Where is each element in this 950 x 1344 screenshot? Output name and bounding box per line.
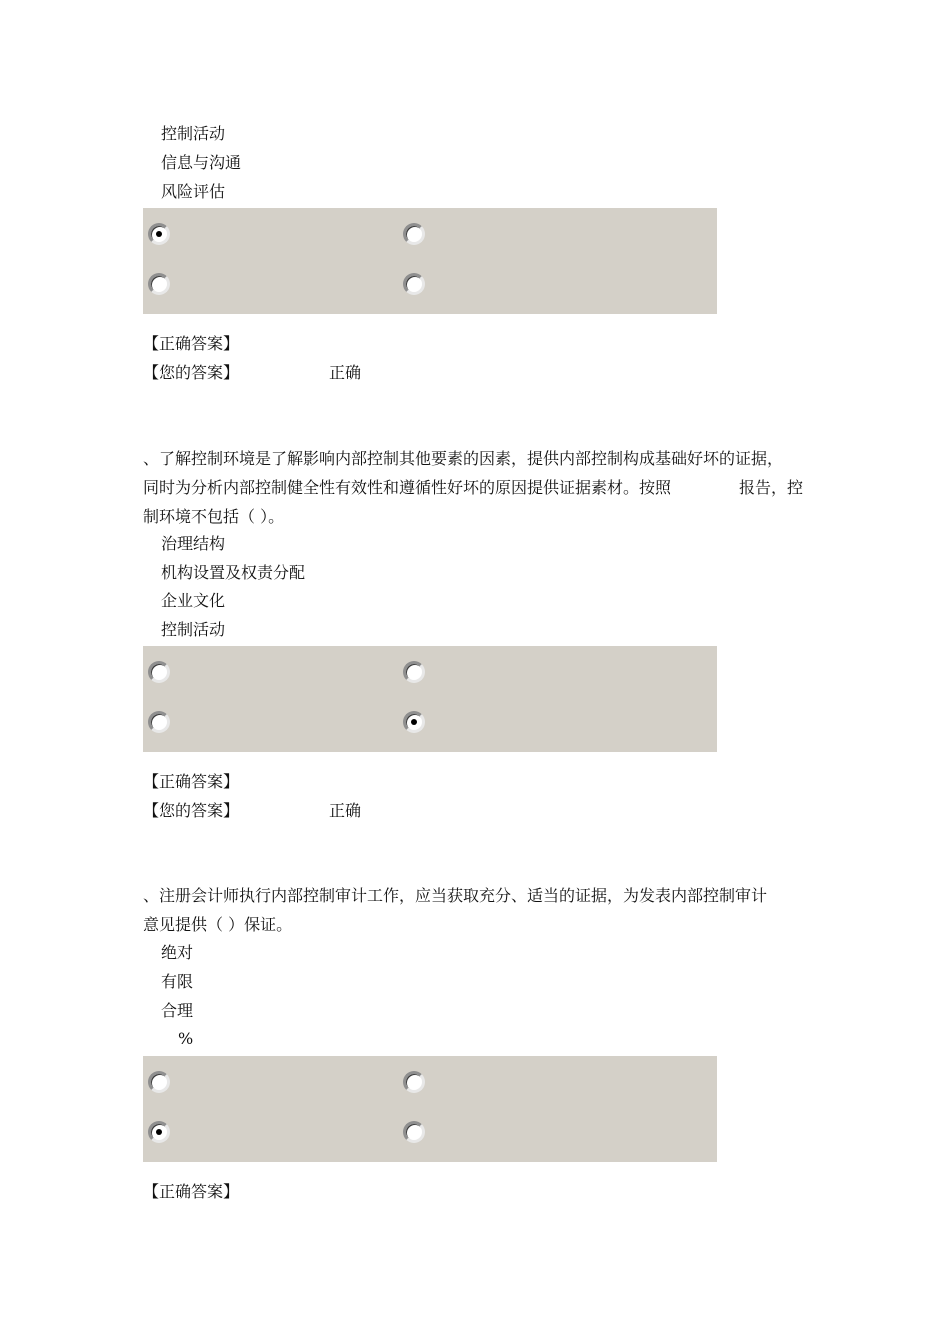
- option-text: 合理: [161, 1001, 194, 1020]
- question-line: [143, 473, 805, 502]
- option-text: 治理结构: [161, 534, 226, 553]
- option-text: %: [178, 1029, 194, 1048]
- radio-button-c[interactable]: [148, 1121, 170, 1143]
- option-text: 信息与沟通: [161, 153, 242, 172]
- question-line: 、了解控制环境是了解影响内部控制其他要素的因素，提供内部控制构成基础好坏的证据，: [143, 449, 784, 468]
- correct-answer-label: 【正确答案】: [143, 334, 240, 353]
- radio-button-c[interactable]: [148, 711, 170, 733]
- question-line: 意见提供（ ）保证。: [143, 915, 293, 934]
- option-text: 控制活动: [161, 620, 226, 639]
- radio-button-a[interactable]: [148, 223, 170, 245]
- radio-button-a[interactable]: [148, 1071, 170, 1093]
- question-text: [143, 881, 805, 939]
- answer-choice-panel: [143, 1056, 717, 1162]
- question-line: 制环境不包括（ ）。: [143, 507, 285, 526]
- question-text: [143, 444, 805, 531]
- radio-button-d[interactable]: [403, 1121, 425, 1143]
- option-text: 企业文化: [161, 591, 226, 610]
- radio-button-a[interactable]: [148, 661, 170, 683]
- radio-button-c[interactable]: [148, 273, 170, 295]
- radio-button-b[interactable]: [403, 1071, 425, 1093]
- option-text: 有限: [161, 972, 194, 991]
- correct-answer-label: 【正确答案】: [143, 772, 240, 791]
- question-line-part: 报告，控: [739, 478, 804, 497]
- option-text: 绝对: [161, 943, 194, 962]
- option-text: 机构设置及权责分配: [161, 563, 306, 582]
- answer-choice-panel: [143, 646, 717, 752]
- your-answer-label: 【您的答案】: [143, 363, 240, 382]
- option-text: 风险评估: [161, 182, 226, 201]
- correct-answer-label: 【正确答案】: [143, 1182, 240, 1201]
- radio-button-b[interactable]: [403, 223, 425, 245]
- radio-button-d[interactable]: [403, 273, 425, 295]
- question-line-part: 同时为分析内部控制健全性有效性和遵循性好坏的原因提供证据素材。按照: [143, 478, 672, 497]
- answer-result: 正确: [329, 801, 362, 820]
- answer-choice-panel: [143, 208, 717, 314]
- your-answer-label: 【您的答案】: [143, 801, 240, 820]
- option-text: 控制活动: [161, 124, 226, 143]
- question-line: 、注册会计师执行内部控制审计工作，应当获取充分、适当的证据，为发表内部控制审计: [143, 886, 768, 905]
- radio-button-d[interactable]: [403, 711, 425, 733]
- answer-result: 正确: [329, 363, 362, 382]
- radio-button-b[interactable]: [403, 661, 425, 683]
